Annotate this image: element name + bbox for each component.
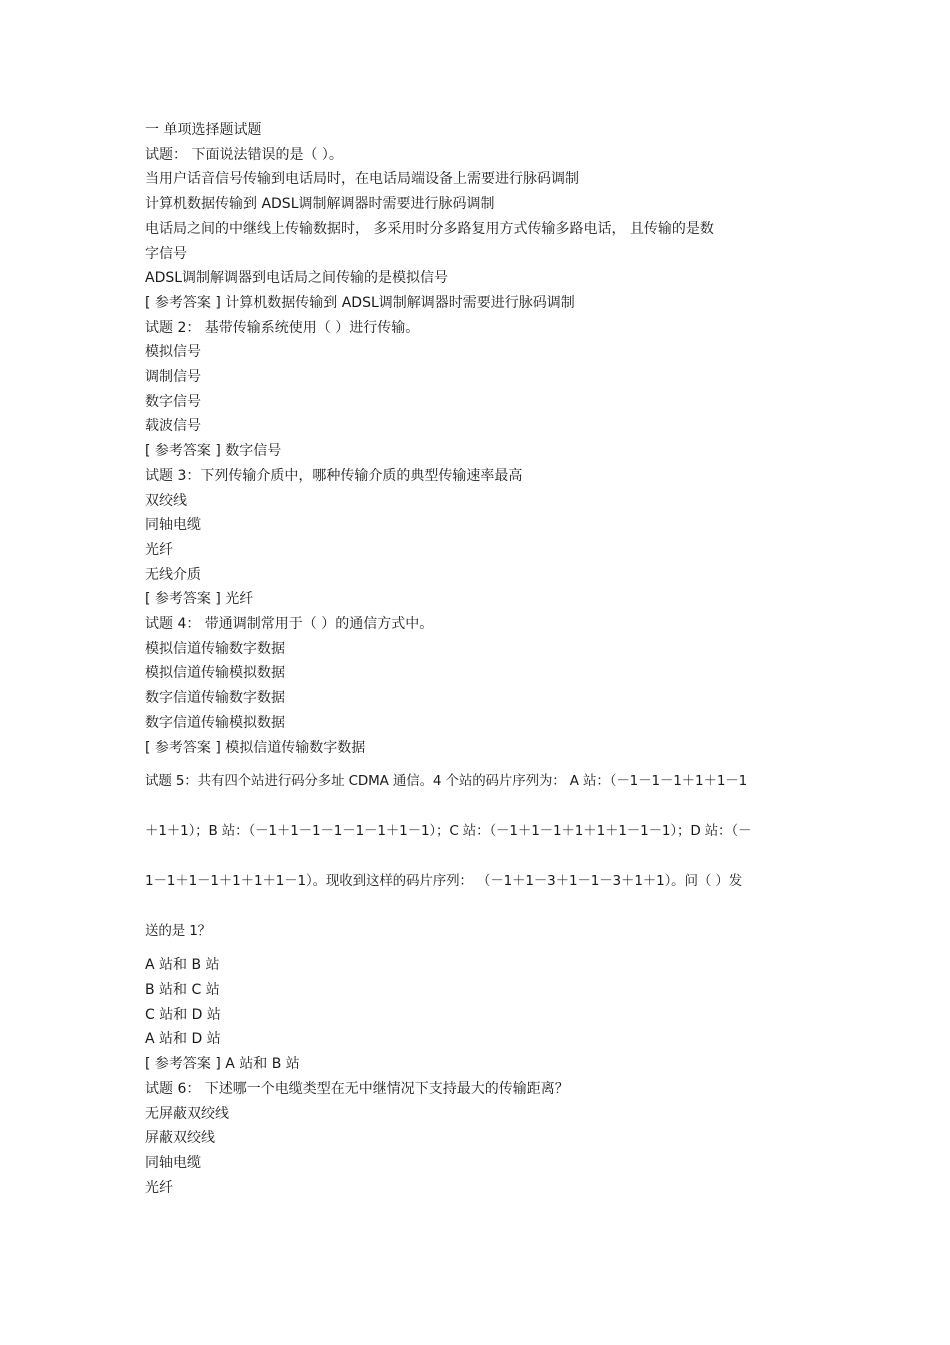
question-stem: 试题： 下面说法错误的是（ ）。 xyxy=(145,146,343,163)
option-c-continued: 字信号 xyxy=(145,245,187,262)
option-b: B 站和 C 站 xyxy=(145,981,220,998)
question-stem: 试题 3：下列传输介质中，哪种传输介质的典型传输速率最高 xyxy=(145,467,523,484)
question-stem: 试题 4： 带通调制常用于（ ）的通信方式中。 xyxy=(145,616,434,633)
spacer xyxy=(145,760,810,769)
option-b: 模拟信道传输模拟数据 xyxy=(145,665,285,682)
question-stem-line-4: 送的是 1？ xyxy=(145,923,211,940)
document-page xyxy=(145,118,810,1200)
option-c: 电话局之间的中继线上传输数据时， 多采用时分多路复用方式传输多路电话， 且传输的是数 xyxy=(145,220,714,237)
answer-line: [ 参考答案 ] 数字信号 xyxy=(145,443,282,460)
question-6 xyxy=(145,1077,810,1201)
option-c: 数字信号 xyxy=(145,393,201,410)
option-d: ADSL调制解调器到电话局之间传输的是模拟信号 xyxy=(145,270,449,287)
option-b: 屏蔽双绞线 xyxy=(145,1130,215,1147)
option-b: 计算机数据传输到 ADSL调制解调器时需要进行脉码调制 xyxy=(145,196,495,213)
question-1 xyxy=(145,143,810,316)
section-title: 一 单项选择题试题 xyxy=(145,122,262,138)
question-stem: 试题 6： 下述哪一个电缆类型在无中继情况下支持最大的传输距离？ xyxy=(145,1080,569,1097)
option-c: 同轴电缆 xyxy=(145,1154,201,1171)
question-stem-line-3: 1－1＋1－1＋1＋1＋1－1）。现收到这样的码片序列： （－1＋1－3＋1－1－3＋1＋1）。问（ ）发 xyxy=(145,873,743,890)
option-c: C 站和 D 站 xyxy=(145,1006,221,1023)
option-a: 无屏蔽双绞线 xyxy=(145,1105,229,1122)
option-a: 当用户话音信号传输到电话局时，在电话局端设备上需要进行脉码调制 xyxy=(145,171,579,188)
question-3 xyxy=(145,464,810,612)
answer-line: [ 参考答案 ] 光纤 xyxy=(145,591,254,608)
question-stem-line-2: ＋1＋1）；B 站：（－1＋1－1－1－1－1＋1－1）；C 站：（－1＋1－1＋1＋1＋1－1－1）；D 站：（－ xyxy=(145,823,752,840)
answer-line: [ 参考答案 ] 计算机数据传输到 ADSL调制解调器时需要进行脉码调制 xyxy=(145,294,575,311)
option-d: A 站和 D 站 xyxy=(145,1031,221,1048)
option-a: 模拟信道传输数字数据 xyxy=(145,640,285,657)
question-5 xyxy=(145,769,810,1077)
option-a: A 站和 B 站 xyxy=(145,957,220,974)
option-c: 光纤 xyxy=(145,541,173,558)
option-b: 调制信号 xyxy=(145,369,201,386)
option-d: 无线介质 xyxy=(145,566,201,583)
question-4 xyxy=(145,612,810,760)
option-d: 光纤 xyxy=(145,1179,173,1196)
option-b: 同轴电缆 xyxy=(145,517,201,534)
question-stem-line-1: 试题 5：共有四个站进行码分多址 CDMA 通信。4 个站的码片序列为： A 站：（－1－1－1＋1＋1－1 xyxy=(145,773,748,790)
question-stem: 试题 2： 基带传输系统使用（ ）进行传输。 xyxy=(145,319,420,336)
answer-line: [ 参考答案 ] A 站和 B 站 xyxy=(145,1056,300,1073)
question-2 xyxy=(145,316,810,464)
option-a: 模拟信号 xyxy=(145,344,201,361)
answer-line: [ 参考答案 ] 模拟信道传输数字数据 xyxy=(145,739,366,756)
option-d: 数字信道传输模拟数据 xyxy=(145,714,285,731)
option-a: 双绞线 xyxy=(145,492,187,509)
option-d: 载波信号 xyxy=(145,418,201,435)
option-c: 数字信道传输数字数据 xyxy=(145,690,285,707)
